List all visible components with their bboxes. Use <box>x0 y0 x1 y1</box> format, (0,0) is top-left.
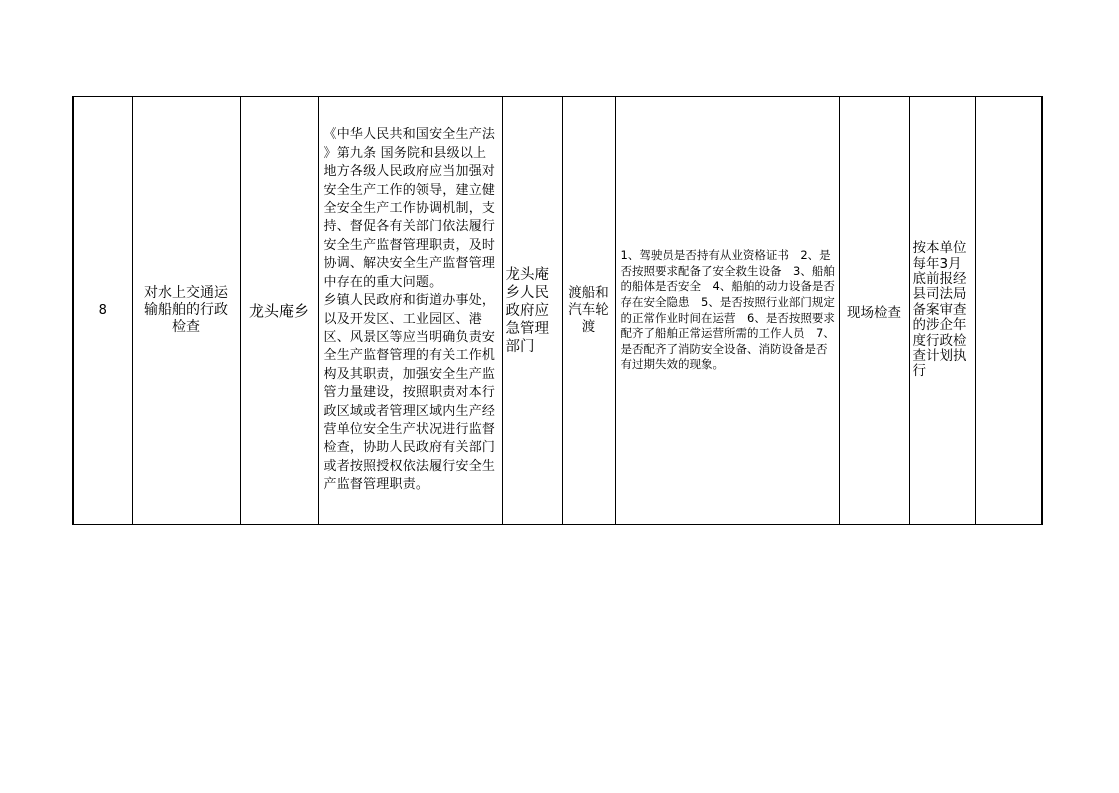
legal-basis-paragraph: 乡镇人民政府和街道办事处，以及开发区、工业园区、港区、风景区等应当明确负责安全生产监督管理的有关工作机构及其职责，加强安全生产监管力量建设，按照职责对本行政区域或者管理区域内生产经营单位安全生产状况进行监督检查，协助人民政府有关部门或者按照授权依法履行安全生产监督管理职责。 <box>323 293 496 493</box>
inspection-plan-cell: 按本单位每年3月底前报经县司法局备案审查的涉企年度行政检查计划执行 <box>909 97 975 525</box>
inspection-content-cell: 1、驾驶员是否持有从业资格证书 2、是否按照要求配备了安全救生设备 3、船舶的船体是否安全 4、船舶的动力设备是否存在安全隐患 5、是否按照行业部门规定的正常作业时间在运营 6、是否按照要求配齐了船舶正常运营所需的工作人员 7、是否配齐了消防安全设备、消防设备是否有过期失效的现象。 <box>615 97 839 525</box>
inspection-object-cell: 渡船和汽车轮渡 <box>562 97 615 525</box>
table-row <box>73 97 1042 525</box>
inspection-item-cell: 对水上交通运输船舶的行政检查 <box>132 97 240 525</box>
town-cell: 龙头庵乡 <box>240 97 318 525</box>
inspection-table <box>72 96 1043 525</box>
legal-basis-paragraph: 《中华人民共和国安全生产法 》第九条 国务院和县级以上地方各级人民政府应当加强对安全生产工作的领导，建立健全安全生产工作协调机制，支持、督促各有关部门依法履行安全生产监督管理职责，及时协调、解决安全生产监督管理中存在的重大问题。 <box>323 127 496 290</box>
inspection-method-cell: 现场检查 <box>839 97 909 525</box>
row-index-cell: 8 <box>73 97 132 525</box>
remark-cell <box>975 97 1042 525</box>
legal-basis-cell <box>318 97 502 525</box>
department-cell: 龙头庵乡人民政府应急管理部门 <box>502 97 562 525</box>
